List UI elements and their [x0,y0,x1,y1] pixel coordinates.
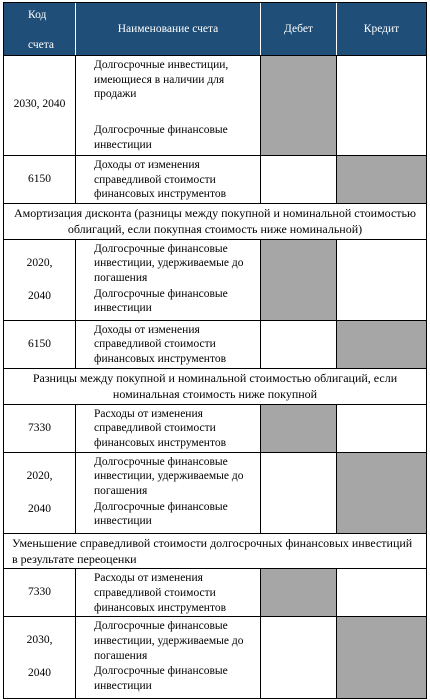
debit-cell [261,56,337,155]
accounts-table [3,2,427,699]
table-row [4,321,426,369]
name-cell [76,569,261,616]
account-name: Расходы от изменения справедливой стоимости финансовых инструментов [94,572,227,614]
credit-cell [337,240,426,320]
table-row [4,156,426,204]
account-code: 7330 [28,586,51,599]
account-code: 6150 [28,173,51,185]
account-code: 2040 [28,289,51,302]
table-row [4,569,426,617]
table-row [4,617,426,698]
name-cell [76,321,261,368]
account-name: Доходы от изменения справедливой стоимости финансовых инструментов [94,159,227,201]
account-name: Расходы от изменения справедливой стоимости финансовых инструментов [94,407,227,449]
debit-cell [261,156,337,203]
account-code: 7330 [28,421,51,434]
name-cell [76,453,261,533]
header-debit-cell [261,3,337,55]
account-code: 6150 [28,337,51,350]
name-cell [76,240,261,320]
table-row [4,56,426,156]
account-name: Долгосрочные финансовые инвестиции [94,287,228,315]
code-cell [4,405,76,452]
code-cell [4,56,76,155]
section-title: Разницы между покупной и номинальной стоимостью облигаций, если номинальная стоимость ниже покупной [32,370,398,402]
credit-cell [337,405,426,452]
header-code-cell [4,3,76,55]
name-cell [76,405,261,452]
debit-cell [261,569,337,616]
header-debit: Дебет [284,23,313,35]
account-code: 2020, [26,469,53,482]
account-code: 2030, 2040 [13,98,66,110]
credit-cell [337,453,426,533]
debit-cell [261,405,337,452]
header-name-cell [76,3,261,55]
section-title: Уменьшение справедливой стоимости долгосрочных финансовых инвестиций в результате переоценки [12,535,413,567]
account-name: Долгосрочные финансовые инвестиции [94,124,228,151]
credit-cell [337,321,426,368]
section-row [4,369,426,405]
debit-cell [261,240,337,320]
account-name: Долгосрочные финансовые инвестиции [94,500,228,528]
account-name: Долгосрочные инвестиции, имеющиеся в наличии для продажи [94,59,229,101]
code-cell [4,321,76,368]
credit-cell [337,56,426,155]
account-code: 2040 [28,502,51,515]
name-cell [76,156,261,203]
section-row [4,534,426,570]
account-name: Доходы от изменения справедливой стоимости финансовых инструментов [94,323,227,365]
header-code-line2: счета [28,39,55,51]
account-name: Долгосрочные финансовые инвестиции [94,665,228,693]
credit-cell [337,569,426,616]
account-code: 2030, [26,634,53,647]
code-cell [4,240,76,320]
section-title: Амортизация дисконта (разницы между покупной и номинальной стоимостью облигаций, если покупная стоимость ниже номинальной) [14,206,416,237]
account-code: 2040 [28,667,51,680]
credit-cell [337,156,426,203]
code-cell [4,156,76,203]
header-name: Наименование счета [117,23,219,35]
header-code-line1: Код [28,9,47,21]
credit-cell [337,617,426,698]
header-credit: Кредит [363,23,400,35]
debit-cell [261,321,337,368]
table-header [4,3,426,56]
account-name: Долгосрочные финансовые инвестиции, удерживаемые до погашения [94,455,244,497]
table-row [4,405,426,453]
name-cell [76,617,261,698]
debit-cell [261,453,337,533]
name-cell [76,56,261,155]
table-row [4,453,426,534]
header-credit-cell [337,3,426,55]
account-name: Долгосрочные финансовые инвестиции, удерживаемые до погашения [94,242,244,284]
table-row [4,240,426,321]
code-cell [4,453,76,533]
account-code: 2020, [26,256,53,269]
code-cell [4,617,76,698]
section-row [4,204,426,240]
code-cell [4,569,76,616]
account-name: Долгосрочные финансовые инвестиции, удерживаемые до погашения [94,620,244,662]
debit-cell [261,617,337,698]
